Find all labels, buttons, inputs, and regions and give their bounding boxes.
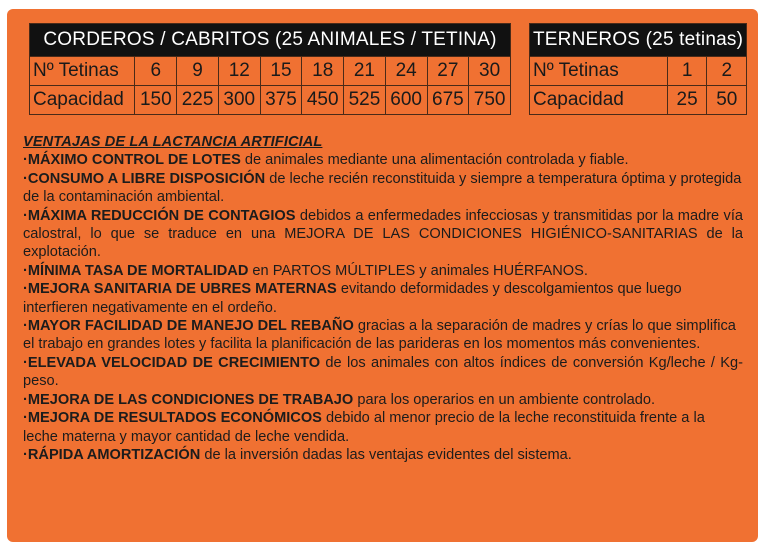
table-cell: 750 [469,86,511,115]
item-text: de los animales con altos índices de conversión Kg/leche / Kg-peso. [23,354,743,390]
item-title: ·MÍNIMA TASA DE MORTALIDAD [23,262,249,279]
table-row [30,86,511,115]
list-item [23,317,743,354]
item-text: de la inversión dadas las ventajas evidentes del sistema. [200,446,572,463]
item-text: debidos a enfermedades infecciosas y transmitidas por la madre vía calostral, lo que se traduce en una MEJORA DE LAS CONDICIONES HIGIÉNICO-SANITARIAS de la explotación. [23,207,743,261]
item-text: para los operarios en un ambiente controlado. [353,391,656,408]
item-text: de animales mediante una alimentación controlada y fiable. [240,152,629,169]
list-item [23,409,743,446]
table-row [30,57,511,86]
table-cell: 525 [344,86,386,115]
list-item [23,262,743,280]
list-item [23,354,743,391]
table-cell: 450 [302,86,344,115]
row-label: Nº Tetinas [530,57,668,86]
table-header-row [30,24,511,57]
item-title: ·ELEVADA VELOCIDAD DE CRECIMIENTO [23,354,321,371]
table-cell: 25 [667,86,707,115]
row-label: Nº Tetinas [30,57,135,86]
item-text: debido al menor precio de la leche reconstituida frente a la leche materna y mayor cantidad de leche vendida. [23,410,705,445]
table-header-row [530,24,747,57]
advantages-section [23,133,743,464]
row-label: Capacidad [30,86,135,115]
table-row [530,86,747,115]
table-cell: 9 [177,57,219,86]
item-text: de leche recién reconstituida y siempre a temperatura óptima y protegida de la contaminación ambiental. [23,170,742,206]
row-label: Capacidad [530,86,668,115]
item-title: ·MEJORA DE LAS CONDICIONES DE TRABAJO [23,391,354,408]
list-item [23,280,743,317]
table-cell: 27 [427,57,469,86]
item-title: ·RÁPIDA AMORTIZACIÓN [23,446,201,463]
table-cell: 6 [135,57,177,86]
item-text: gracias a la separación de madres y crías lo que simplifica el trabajo en grandes lotes y facilita la planificación de las parideras en los momentos más convenientes. [23,318,736,353]
list-item [23,170,743,207]
table-cell: 15 [260,57,302,86]
table-cell: 300 [218,86,260,115]
list-item [23,446,743,464]
item-title: ·MAYOR FACILIDAD DE MANEJO DEL REBAÑO [23,318,354,335]
lambs-table-title: CORDEROS / CABRITOS (25 ANIMALES / TETINA) [30,24,511,57]
table-cell: 30 [469,57,511,86]
calves-table-title: TERNEROS (25 tetinas) [530,24,747,57]
table-cell: 600 [385,86,427,115]
item-text: evitando deformidades y descolgamientos que luego interfieren negativamente en el ordeño. [23,281,682,316]
item-title: ·CONSUMO A LIBRE DISPOSICIÓN [23,170,266,187]
item-title: ·MEJORA DE RESULTADOS ECONÓMICOS [23,410,322,427]
list-item [23,207,743,262]
item-title: ·MÁXIMA REDUCCIÓN DE CONTAGIOS [23,207,296,224]
lambs-capacity-table [29,23,511,115]
list-item [23,151,743,169]
calves-capacity-table [529,23,747,115]
table-row [530,57,747,86]
table-cell: 1 [667,57,707,86]
table-cell: 675 [427,86,469,115]
table-cell: 21 [344,57,386,86]
info-card [7,9,758,542]
table-cell: 50 [707,86,747,115]
item-text: en PARTOS MÚLTIPLES y animales HUÉRFANOS. [248,262,588,279]
table-cell: 150 [135,86,177,115]
list-item [23,391,743,409]
item-title: ·MÁXIMO CONTROL DE LOTES [23,152,241,169]
table-cell: 375 [260,86,302,115]
table-cell: 2 [707,57,747,86]
table-cell: 225 [177,86,219,115]
table-cell: 18 [302,57,344,86]
table-cell: 24 [385,57,427,86]
item-title: ·MEJORA SANITARIA DE UBRES MATERNAS [23,281,337,298]
table-cell: 12 [218,57,260,86]
section-heading: VENTAJAS DE LA LACTANCIA ARTIFICIAL [23,134,323,150]
